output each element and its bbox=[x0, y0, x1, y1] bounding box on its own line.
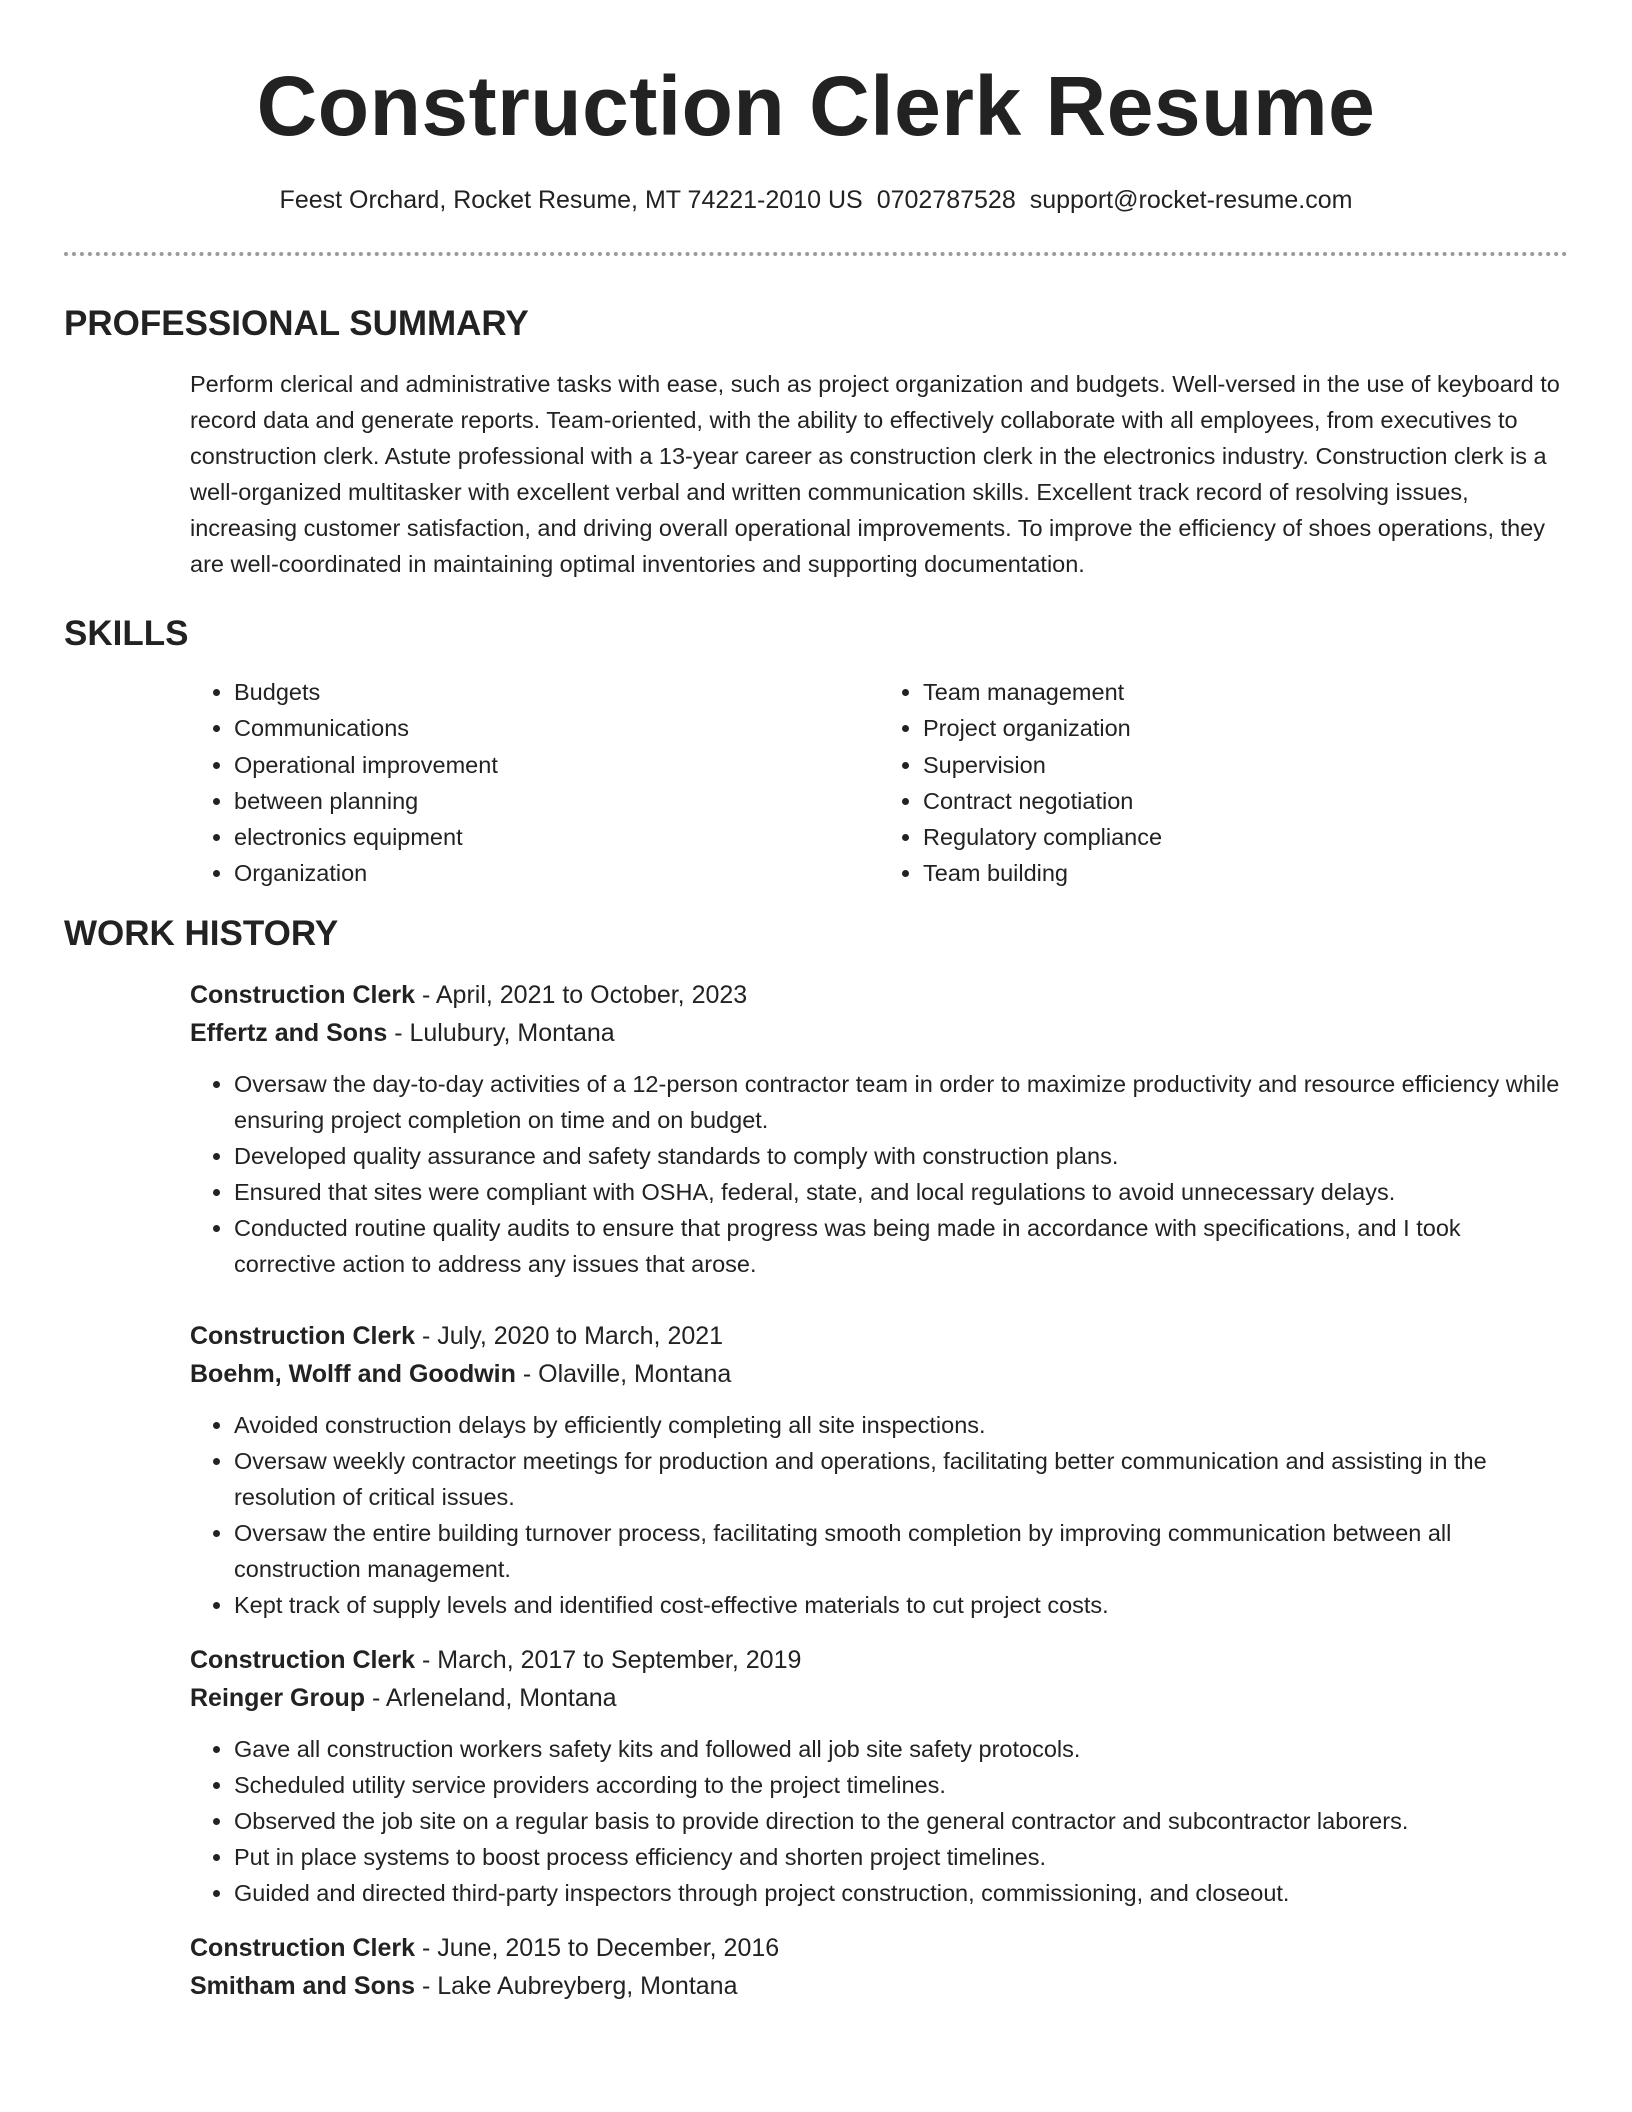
job-bullet: • Avoided construction delays by efficiently completing all site inspections. bbox=[234, 1407, 1568, 1443]
skills-heading: SKILLS bbox=[64, 614, 189, 653]
summary-text: Perform clerical and administrative tasks with ease, such as project organization and budgets. Well-versed in the use of keyboard to record data and generate reports. Team-oriented, with the ability to effectively collaborate with all employees, from executives to construction clerk. Astute professional with a 13-year career as construction clerk in the electronics industry. Construction clerk is a well-organized multitasker with excellent verbal and written communication skills. Excellent track record of resolving issues, increasing customer satisfaction, and driving overall operational improvements. To improve the efficiency of shoes operations, they are well-coordinated in maintaining optimal inventories and supporting documentation. bbox=[190, 371, 1560, 577]
job-bullet: • Developed quality assurance and safety standards to comply with construction plans. bbox=[234, 1138, 1568, 1174]
job-company-line bbox=[190, 1967, 1568, 2005]
job-entry bbox=[190, 1317, 1568, 1623]
job-company: Smitham and Sons bbox=[190, 1971, 416, 2000]
job-company-line bbox=[190, 1014, 1568, 1052]
job-title-line bbox=[190, 1317, 1568, 1355]
job-company-line bbox=[190, 1355, 1568, 1393]
header-divider bbox=[64, 252, 1568, 256]
job-entry bbox=[190, 1929, 1568, 2005]
skill-item: • Operational improvement bbox=[234, 747, 879, 783]
job-entry bbox=[190, 1641, 1568, 1911]
skill-item: • Team management bbox=[923, 674, 1568, 710]
job-entry bbox=[190, 976, 1568, 1282]
job-location: - Olaville, Montana bbox=[515, 1359, 732, 1388]
job-dates: - July, 2020 to March, 2021 bbox=[415, 1321, 724, 1350]
job-dates: - March, 2017 to September, 2019 bbox=[415, 1645, 802, 1674]
skill-item: • between planning bbox=[234, 783, 879, 819]
job-company-line bbox=[190, 1679, 1568, 1717]
job-bullet: • Put in place systems to boost process efficiency and shorten project timelines. bbox=[234, 1839, 1568, 1875]
job-role: Construction Clerk bbox=[190, 980, 416, 1009]
skill-item: • electronics equipment bbox=[234, 819, 879, 855]
job-bullet: • Scheduled utility service providers according to the project timelines. bbox=[234, 1767, 1568, 1803]
job-company: Reinger Group bbox=[190, 1683, 366, 1712]
job-title-line bbox=[190, 976, 1568, 1014]
job-bullet: • Oversaw the entire building turnover process, facilitating smooth completion by improving communication between all construction management. bbox=[234, 1515, 1568, 1587]
job-title-line bbox=[190, 1929, 1568, 1967]
summary-heading: PROFESSIONAL SUMMARY bbox=[64, 304, 529, 343]
job-role: Construction Clerk bbox=[190, 1321, 416, 1350]
job-bullet: • Observed the job site on a regular basis to provide direction to the general contractor and subcontractor laborers. bbox=[234, 1803, 1568, 1839]
skill-item: • Team building bbox=[923, 855, 1568, 891]
job-bullets bbox=[190, 1407, 1568, 1623]
job-company: Effertz and Sons bbox=[190, 1018, 388, 1047]
skill-item: • Supervision bbox=[923, 747, 1568, 783]
skill-item: • Communications bbox=[234, 710, 879, 746]
job-dates: - June, 2015 to December, 2016 bbox=[415, 1933, 780, 1962]
job-bullet: • Ensured that sites were compliant with OSHA, federal, state, and local regulations to avoid unnecessary delays. bbox=[234, 1174, 1568, 1210]
job-bullet: • Oversaw weekly contractor meetings for production and operations, facilitating better communication and assisting in the resolution of critical issues. bbox=[234, 1443, 1568, 1515]
job-dates: - April, 2021 to October, 2023 bbox=[415, 980, 748, 1009]
resume-title: Construction Clerk Resume bbox=[256, 59, 1376, 153]
skill-item: • Budgets bbox=[234, 674, 879, 710]
job-company: Boehm, Wolff and Goodwin bbox=[190, 1359, 516, 1388]
job-role: Construction Clerk bbox=[190, 1645, 416, 1674]
job-location: - Lake Aubreyberg, Montana bbox=[415, 1971, 738, 2000]
skill-item: • Organization bbox=[234, 855, 879, 891]
contact-email[interactable]: support@rocket-resume.com bbox=[1029, 186, 1353, 214]
contact-address: Feest Orchard, Rocket Resume, MT 74221-2010 US bbox=[279, 186, 863, 214]
skills-column-right bbox=[879, 674, 1568, 892]
job-bullet: • Gave all construction workers safety kits and followed all job site safety protocols. bbox=[234, 1731, 1568, 1767]
skill-item: • Project organization bbox=[923, 710, 1568, 746]
job-location: - Lulubury, Montana bbox=[387, 1018, 615, 1047]
skill-item: • Regulatory compliance bbox=[923, 819, 1568, 855]
job-bullet: • Guided and directed third-party inspectors through project construction, commissioning, and closeout. bbox=[234, 1875, 1568, 1911]
skills-grid bbox=[190, 674, 1568, 892]
contact-line bbox=[64, 184, 1568, 216]
job-title-line bbox=[190, 1641, 1568, 1679]
job-location: - Arleneland, Montana bbox=[365, 1683, 617, 1712]
work-history-heading: WORK HISTORY bbox=[64, 913, 339, 953]
job-bullets bbox=[190, 1066, 1568, 1282]
job-role: Construction Clerk bbox=[190, 1933, 416, 1962]
skill-item: • Contract negotiation bbox=[923, 783, 1568, 819]
job-bullet: • Conducted routine quality audits to ensure that progress was being made in accordance with specifications, and I took corrective action to address any issues that arose. bbox=[234, 1210, 1568, 1282]
job-bullets bbox=[190, 1731, 1568, 1911]
skills-column-left bbox=[190, 674, 879, 892]
contact-phone: 0702787528 bbox=[876, 186, 1016, 214]
job-bullet: • Kept track of supply levels and identified cost-effective materials to cut project costs. bbox=[234, 1587, 1568, 1623]
job-bullet: • Oversaw the day-to-day activities of a 12-person contractor team in order to maximize productivity and resource efficiency while ensuring project completion on time and on budget. bbox=[234, 1066, 1568, 1138]
